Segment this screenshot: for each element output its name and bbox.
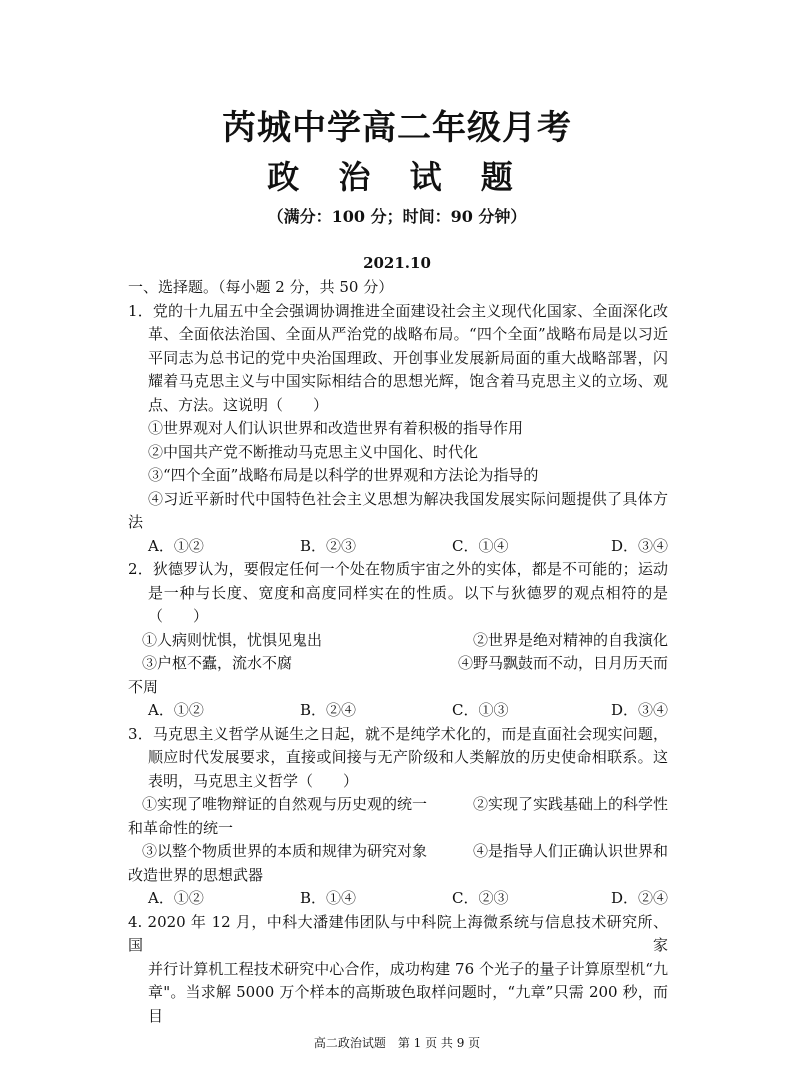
question-3 [128, 723, 668, 911]
score-time-info: （满分：100 分；时间：90 分钟） [267, 207, 527, 226]
option-d[interactable]: D．③④ [610, 701, 668, 719]
question-text-line: 章"。当求解 5000 万个样本的高斯玻色取样问题时，“九章”只需 200 秒，而目 [148, 983, 668, 1025]
statement-row [128, 652, 668, 676]
exam-date: 2021.10 [363, 254, 431, 272]
statement-item-tail: 改造世界的思想武器 [128, 865, 264, 884]
statement-item: ③户枢不蠹，流水不腐 [142, 654, 293, 672]
question-1 [128, 300, 668, 559]
question-text-line: 并行计算机工程技术研究中心合作，成功构建 76 个光子的量子计算原型机“九 [148, 959, 668, 978]
answer-options [128, 699, 668, 723]
question-text-line: 3．马克思主义哲学从诞生之日起，就不是纯学术化的，而是直面社会现实问题， [128, 724, 668, 743]
statement-item: ②中国共产党不断推动马克思主义中国化、时代化 [148, 442, 479, 461]
statement-row [128, 629, 668, 653]
option-d[interactable]: D．②④ [610, 889, 668, 907]
answer-options [128, 535, 668, 559]
question-2 [128, 558, 668, 723]
page-footer: 高二政治试题 第 1 页 共 9 页 [313, 1036, 481, 1050]
statement-item: ③“四个全面”战略布局是以科学的世界观和方法论为指导的 [148, 466, 539, 484]
option-c[interactable]: C．②③ [452, 889, 509, 907]
question-text-line: 2．狄德罗认为，要假定任何一个处在物质宇宙之外的实体，都是不可能的；运动 [128, 560, 668, 578]
subject-title: 政 治 试 题 [267, 158, 527, 196]
school-exam-title: 芮城中学高二年级月考 [222, 108, 572, 148]
question-text-line: （ ） [148, 607, 209, 625]
statement-item-tail: 不周 [128, 677, 159, 696]
option-d[interactable]: D．③④ [610, 536, 668, 555]
statement-item-tail: 法 [128, 513, 144, 531]
answer-options [128, 887, 668, 911]
option-a[interactable]: A．①② [148, 889, 204, 907]
statement-item: ④野马飘鼓而不动，日月历天而 [457, 654, 668, 672]
question-text-line: 表明，马克思主义哲学（ ） [148, 771, 359, 790]
statement-item: ④习近平新时代中国特色社会主义思想为解决我国发展实际问题提供了具体方 [148, 489, 668, 508]
section-heading: 一、选择题。（每小题 2 分，共 50 分） [128, 278, 394, 296]
option-b[interactable]: B．①④ [300, 889, 357, 907]
question-4 [128, 911, 668, 1029]
option-b[interactable]: B．②③ [300, 536, 357, 555]
question-text-line: 1．党的十九届五中全会强调协调推进全面建设社会主义现代化国家、全面深化改 [128, 301, 668, 320]
statement-item-tail: 和革命性的统一 [128, 818, 234, 837]
statement-row [128, 840, 668, 864]
statement-item: ④是指导人们正确认识世界和 [472, 842, 668, 860]
statement-item: ①实现了唯物辩证的自然观与历史观的统一 [142, 795, 428, 813]
statement-item: ③以整个物质世界的本质和规律为研究对象 [142, 842, 428, 860]
statement-row [128, 793, 668, 817]
question-text-line: 顺应时代发展要求，直接或间接与无产阶级和人类解放的历史使命相联系。这 [148, 748, 668, 766]
option-a[interactable]: A．①② [148, 536, 204, 555]
exam-content [128, 276, 668, 1028]
question-text-line: 是一种与长度、宽度和高度同样实在的性质。以下与狄德罗的观点相符的是 [148, 583, 668, 602]
option-c[interactable]: C．①④ [452, 536, 509, 555]
option-a[interactable]: A．①② [148, 701, 204, 719]
statement-item: ①人病则忧惧，忧惧见鬼出 [142, 630, 323, 649]
question-text-line: 革、全面依法治国、全面从严治党的战略布局。“四个全面”战略布局是以习近 [148, 325, 668, 343]
question-text-line: 平同志为总书记的党中央治国理政、开创事业发展新局面的重大战略部署，闪 [148, 348, 668, 367]
question-text-line: 耀着马克思主义与中国实际相结合的思想光辉，饱含着马克思主义的立场、观 [148, 372, 668, 390]
statement-item: ②世界是绝对精神的自我演化 [472, 630, 668, 649]
statement-item: ②实现了实践基础上的科学性 [472, 795, 668, 813]
option-c[interactable]: C．①③ [452, 701, 509, 719]
statement-item: ①世界观对人们认识世界和改造世界有着积极的指导作用 [148, 419, 524, 437]
question-text-line: 点、方法。这说明（ ） [148, 395, 329, 414]
option-b[interactable]: B．②④ [300, 701, 357, 719]
question-text-line: 4. 2020 年 12 月，中科大潘建伟团队与中科院上海微系统与信息技术研究所、国家 [128, 912, 668, 954]
